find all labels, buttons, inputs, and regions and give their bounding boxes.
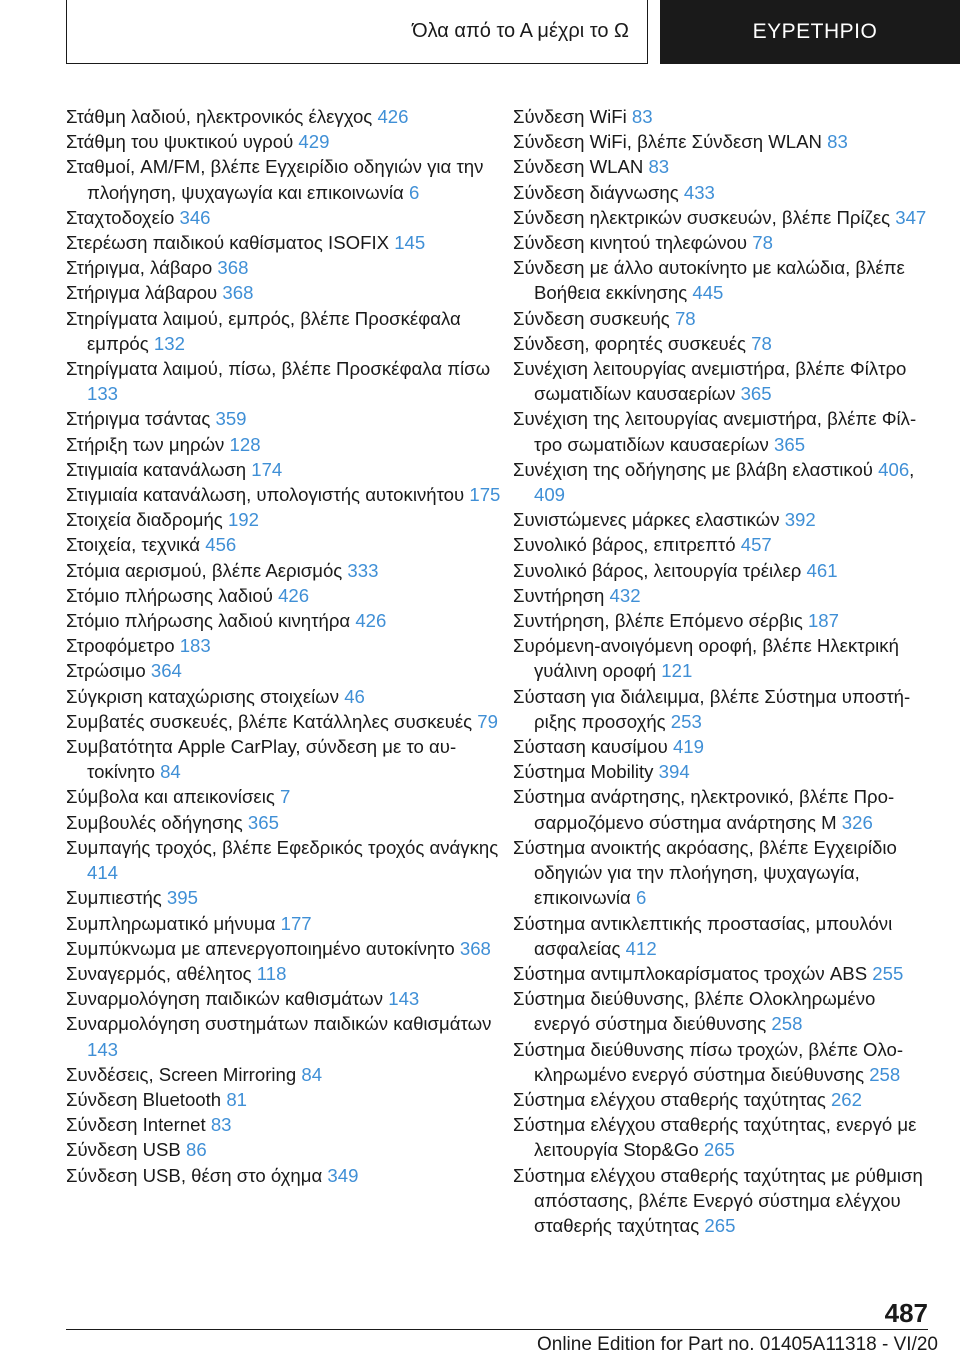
page-link[interactable]: 6 [408,181,420,203]
index-entry-term: Σύσταση καυσίμου [513,736,673,758]
index-entry [513,911,936,961]
index-entry-term: Σταχτοδοχείο [66,206,180,228]
page-link[interactable]: 145 [394,232,426,254]
index-entry-term: Συμπληρωματικό μήνυμα [66,912,281,934]
page-link[interactable]: 175 [469,484,501,506]
index-entry-term: Συμπύκνωμα με απενεργοποιημένο αυτοκίνητο [66,937,460,959]
index-entry-term: Συμπιεστής [66,887,167,909]
index-entry [513,558,936,583]
index-entry-term: Συναγερμός, αθέλητος [66,962,257,984]
page-link[interactable]: 419 [672,736,704,758]
index-entry-term: Σύστημα ανοικτής ακρόασης, βλέπε Εγχειρίδιο οδηγιών για την πλοήγηση, ψυχαγωγία, επικοινωνία [513,836,897,909]
index-entry [66,709,513,734]
index-entry [513,1087,936,1112]
index-entry [513,784,936,834]
index-entry [66,507,513,532]
index-entry-term: Συρόμενη-ανοιγόμενη οροφή, βλέπε Ηλεκτρική γυάλινη οροφή [513,635,899,682]
index-entry [66,608,513,633]
footer-divider [66,1329,928,1330]
page-link[interactable]: 84 [160,761,181,783]
index-entry-term: Σύστημα διεύθυνσης πίσω τροχών, βλέπε Ολοκληρωμένο ενεργό σύστημα διεύθυνσης [513,1038,904,1085]
page-link[interactable]: 7 [279,786,291,808]
index-entry-term: Σύνδεση συσκευής [513,307,675,329]
index-entry-term: Σύστημα Mobility [513,761,659,783]
index-entry-term: Σύνδεση ηλεκτρικών συσκευών, βλέπε Πρίζες [513,206,896,228]
index-entry [513,129,936,154]
page-link[interactable]: 426 [278,584,310,606]
index-entry-term: Σύστημα ελέγχου σταθερής ταχύτητας [513,1088,831,1110]
page-link[interactable]: 412 [625,937,657,959]
index-entry [66,1087,513,1112]
index-entry-term: Στόμιο πλήρωσης λαδιού κινητήρα [66,610,356,632]
index-entry [66,1011,513,1061]
index-entry-term: Σύστημα διεύθυνσης, βλέπε Ολοκληρωμένο ενεργό σύστημα διεύθυνσης [513,988,876,1035]
page-link[interactable]: 265 [703,1139,735,1161]
page-link[interactable]: 79 [477,710,498,732]
index-entry-term: Σύνδεση κινητού τηλεφώνου [513,232,753,254]
page-link[interactable]: 255 [872,962,904,984]
page-link[interactable]: 359 [215,408,247,430]
page-link[interactable]: 192 [227,509,259,531]
header-tabs [0,0,960,66]
index-entry [513,507,936,532]
index-entry [513,835,936,911]
page-link[interactable]: 395 [166,887,198,909]
index-entry-term: Στρώσιμο [66,660,151,682]
index-entry [66,936,513,961]
index-entry [513,961,936,986]
index-entry [66,684,513,709]
page-link[interactable]: 174 [251,458,283,480]
index-column-left [66,104,513,1238]
page-link[interactable]: 118 [256,962,287,984]
index-entry [66,1062,513,1087]
page-link[interactable]: 265 [704,1214,736,1236]
index-entry-term: Στερέωση παιδικού καθίσματος ISOFIX [66,232,395,254]
index-entry-term: Σύνδεση με άλλο αυτοκίνητο με καλώδια, βλέπε Βοήθεια εκκίνησης [513,257,905,304]
index-entry [513,734,936,759]
index-entry [513,684,936,734]
index-entry-term: Σύγκριση καταχώρισης στοιχείων [66,685,345,707]
index-entry-term: Σύνδεση WLAN [513,156,649,178]
index-entry-term: Συντήρηση, βλέπε Επόμενο σέρβις [513,610,808,632]
footer-edition-text: Online Edition for Part no. 01405A11318 - VI/20 [536,1334,938,1355]
index-entry-term: Στιγμιαία κατανάλωση [66,458,252,480]
index-entry-term: Συμβατές συσκευές, βλέπε Κατάλληλες συσκευές [66,710,478,732]
page-link[interactable]: 364 [150,660,182,682]
page-link[interactable]: 406 [878,458,910,480]
index-entry [66,734,513,784]
page-link[interactable]: 83 [648,156,670,178]
index-entry [66,154,513,204]
page-link[interactable]: 83 [210,1114,232,1136]
index-entry-term: Συνέχιση της λειτουργίας ανεμιστήρα, βλέπε Φίλτρο σωματιδίων καυσαερίων [513,408,917,455]
index-entry [66,986,513,1011]
index-entry [513,356,936,406]
index-entry [513,759,936,784]
tab-a-to-z[interactable]: Όλα από το Α μέχρι το Ω [66,0,648,64]
index-entry-term: Συμβουλές οδήγησης [66,811,248,833]
page-link[interactable]: 392 [784,509,816,531]
index-entry [513,1037,936,1087]
page-link[interactable]: 177 [280,912,312,934]
page-link[interactable]: 258 [869,1063,901,1085]
index-entry-term: Συνιστώμενες μάρκες ελαστικών [513,509,785,531]
index-entry-term: Στάθμη του ψυκτικού υγρού [66,131,299,153]
index-entry-term: Συμβατότητα Apple CarPlay, σύνδεση με το αυτοκίνητο [66,736,457,783]
page-link[interactable]: 86 [185,1139,207,1161]
page-link[interactable]: 262 [830,1088,862,1110]
index-entry-term: Συντήρηση [513,584,610,606]
page-link[interactable]: 326 [841,811,873,833]
index-entry [513,1112,936,1162]
index-entry-term: Συνολικό βάρος, επιτρεπτό [513,534,741,556]
index-entry [513,633,936,683]
page-link[interactable]: 143 [87,1038,119,1060]
index-entry-term: Σύνδεση WiFi, βλέπε Σύνδεση WLAN [513,131,828,153]
page-link[interactable]: 365 [774,433,806,455]
index-entry-term: Σύνδεση USB [66,1139,186,1161]
page-link[interactable]: 426 [355,610,387,632]
page-link[interactable]: 253 [670,710,702,732]
page-link[interactable]: 128 [229,433,261,455]
page-link[interactable]: 347 [895,206,927,228]
page-link[interactable]: 78 [751,332,772,354]
page-link[interactable]: 346 [179,206,211,228]
page-link[interactable]: 429 [298,131,330,153]
index-entry-term: Σύστημα ελέγχου σταθερής ταχύτητας, ενεργό με λειτουργία Stop&Go [513,1114,917,1161]
index-entry-term: Στιγμιαία κατανάλωση, υπολογιστής αυτοκινήτου [66,484,470,506]
index-entry-term: Στοιχεία διαδρομής [66,509,228,531]
index-entry [513,104,936,129]
tab-index[interactable]: ΕΥΡΕΤΗΡΙΟ [660,0,960,64]
index-entry-term: Συνέχιση της οδήγησης με βλάβη ελαστικού [513,458,879,480]
index-column-right [513,104,936,1238]
page-link[interactable]: 409 [534,484,566,506]
page-link[interactable]: 81 [226,1088,248,1110]
index-entry [66,306,513,356]
page-link[interactable]: 183 [179,635,211,657]
index-entry [513,255,936,305]
page-link[interactable]: 394 [658,761,690,783]
index-entry [66,432,513,457]
page-link[interactable]: 368 [222,282,254,304]
page-link[interactable]: 187 [807,610,839,632]
index-entry [66,230,513,255]
index-entry [513,1163,936,1239]
page-link[interactable]: 349 [327,1164,359,1186]
index-entry-term: Συναρμολόγηση παιδικών καθισμάτων [66,988,389,1010]
page-link[interactable]: 365 [740,383,772,405]
page-link[interactable]: 133 [87,383,119,405]
index-entry-term: Στροφόμετρο [66,635,180,657]
page-number: 487 [884,1298,928,1328]
index-entry [66,532,513,557]
page-link[interactable]: 461 [806,559,838,581]
index-entry [66,280,513,305]
index-entry-term: Σύστημα ανάρτησης, ηλεκτρονικό, βλέπε Προσαρμοζόμενο σύστημα ανάρτησης M [513,786,895,833]
page-link[interactable]: 365 [247,811,279,833]
page-link[interactable]: 84 [301,1063,323,1085]
page-link[interactable]: 457 [740,534,772,556]
index-entry [513,583,936,608]
index-entry [66,658,513,683]
index-entry [66,558,513,583]
index-entry-term: Συναρμολόγηση συστημάτων παιδικών καθισμάτων [66,1013,492,1035]
index-entry-term: Συνολικό βάρος, λειτουργία τρέιλερ [513,559,807,581]
index-entry [66,1137,513,1162]
page-link[interactable]: 368 [459,937,491,959]
page-link[interactable]: 143 [388,988,420,1010]
index-entry [513,180,936,205]
index-entry-term: Συνδέσεις, Screen Mirroring [66,1063,302,1085]
index-entry-term: Σύνδεση USB, θέση στο όχημα [66,1164,328,1186]
index-entry-term: Στήριξη των μηρών [66,433,230,455]
index-entry-term: Στήριγμα, λάβαρο [66,257,218,279]
index-entry-term: Στήριγμα τσάντας [66,408,216,430]
index-entry [66,482,513,507]
page-link[interactable]: 414 [87,862,119,884]
index-entry-term: Στηρίγματα λαιμού, εμπρός, βλέπε Προσκέφαλα εμπρός [66,307,461,354]
index-entry-term: Σύσταση για διάλειμμα, βλέπε Σύστημα υποστήριξης προσοχής [513,685,911,732]
page-link[interactable]: 132 [153,332,185,354]
page-link[interactable]: 46 [344,685,365,707]
page-link[interactable]: 456 [205,534,237,556]
index-entry [66,835,513,885]
index-entry-term: Σύνδεση Bluetooth [66,1088,227,1110]
index-entry-term: Στόμιο πλήρωσης λαδιού [66,584,279,606]
index-entry [66,911,513,936]
index-entry-term: Στηρίγματα λαιμού, πίσω, βλέπε Προσκέφαλα πίσω [66,358,491,380]
page-separator: , [909,458,915,480]
index-entry [513,205,936,230]
page-link[interactable]: 78 [674,307,696,329]
page-link[interactable]: 333 [347,559,379,581]
index-entry [66,356,513,406]
page-link[interactable]: 445 [692,282,724,304]
index-entry-term: Στήριγμα λάβαρου [66,282,223,304]
page-link[interactable]: 368 [217,257,249,279]
index-entry-term: Στάθμη λαδιού, ηλεκτρονικός έλεγχος [66,106,378,127]
index-entry [66,205,513,230]
index-entry-term: Σύστημα αντικλεπτικής προστασίας, μπουλόνι ασφαλείας [513,912,893,959]
index-entry [513,230,936,255]
index-entry [66,633,513,658]
index-entry-term: Σύστημα ελέγχου σταθερής ταχύτητας με ρύθμιση απόστασης, βλέπε Ενεργό σύστημα ελέγχου σταθερής ταχύτητας [513,1164,923,1236]
index-entry [513,986,936,1036]
page-link[interactable]: 78 [752,232,773,254]
index-columns [66,104,936,1238]
index-entry-term: Σύνδεση WiFi [513,106,632,127]
index-entry [66,457,513,482]
index-entry [66,104,513,129]
index-entry [513,406,936,456]
page-link[interactable]: 258 [771,1013,803,1035]
index-entry [66,583,513,608]
index-entry-term: Στόμια αερισμού, βλέπε Αερισμός [66,559,348,581]
index-entry [66,961,513,986]
page-link[interactable]: 83 [827,131,848,153]
index-entry-term: Στοιχεία, τεχνικά [66,534,206,556]
page-link[interactable]: 121 [661,660,693,682]
index-entry [66,406,513,431]
index-entry [66,1163,513,1188]
index-entry [513,331,936,356]
index-entry-term: Σύμβολα και απεικονίσεις [66,786,280,808]
index-entry [513,306,936,331]
index-entry [66,1112,513,1137]
index-entry [513,154,936,179]
page-link[interactable]: 426 [377,106,409,127]
index-entry [66,810,513,835]
index-entry-term: Σύνδεση διάγνωσης [513,181,684,203]
index-entry [66,255,513,280]
index-entry-term: Συνέχιση λειτουργίας ανεμιστήρα, βλέπε Φίλτρο σωματιδίων καυσαερίων [513,358,907,405]
index-entry [66,129,513,154]
index-entry-term: Σταθμοί, AM/FM, βλέπε Εγχειρίδιο οδηγιών για την πλοήγηση, ψυχαγωγία και επικοινωνία [66,156,484,203]
index-entry-term: Συμπαγής τροχός, βλέπε Εφεδρικός τροχός ανάγκης [66,836,499,858]
index-entry [513,608,936,633]
index-entry-term: Σύνδεση Internet [66,1114,211,1136]
page-link[interactable]: 432 [609,584,641,606]
page-link[interactable]: 6 [635,887,647,909]
page-link[interactable]: 83 [631,106,653,127]
page-link[interactable]: 433 [683,181,715,203]
index-entry [513,532,936,557]
index-entry [66,784,513,809]
index-entry-term: Σύστημα αντιμπλοκαρίσματος τροχών ABS [513,962,873,984]
index-entry [513,457,936,507]
index-entry-term: Σύνδεση, φορητές συσκευές [513,332,752,354]
index-entry [66,885,513,910]
